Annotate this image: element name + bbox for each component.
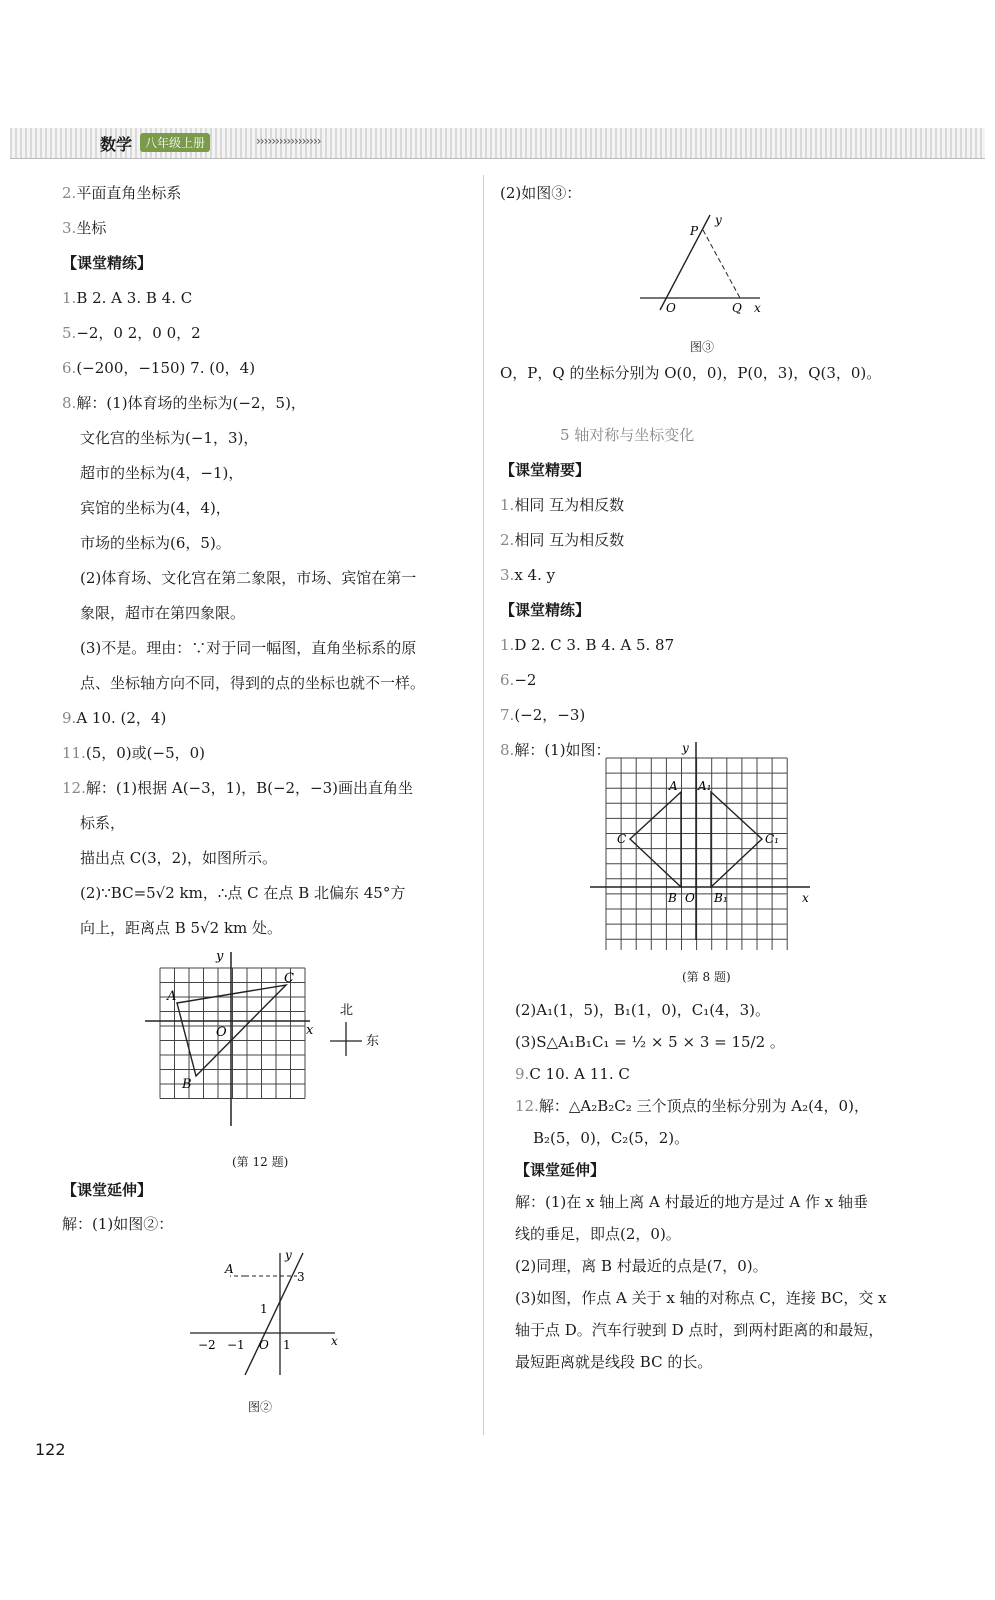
right-lower-item-number: 3. xyxy=(500,566,515,584)
fig2-label-y: y xyxy=(285,1248,292,1262)
right-after-line xyxy=(515,1320,883,1340)
fig8-label-a: A xyxy=(669,779,678,793)
left-line xyxy=(80,498,231,518)
fig2-label-3: 3 xyxy=(297,1270,305,1284)
right-after-item-text: 解：(1)在 x 轴上离 A 村最近的地方是过 A 作 x 轴垂 xyxy=(515,1193,868,1211)
compass-north: 北 xyxy=(340,1003,354,1018)
left-item-text: (2)∵BC=5√2 km，∴点 C 在点 B 北偏东 45°方 xyxy=(80,884,406,902)
fig12-label-x: x xyxy=(306,1023,314,1038)
right-after-item-text: 最短距离就是线段 BC 的长。 xyxy=(515,1353,713,1371)
fig2-label-1y: 1 xyxy=(260,1302,268,1316)
right-after-line xyxy=(515,1064,630,1084)
left-item-text: 市场的坐标为(6，5)。 xyxy=(80,534,231,552)
right-after-item-text: (2)同理，离 B 村最近的点是(7，0)。 xyxy=(515,1257,768,1275)
right-after-line xyxy=(515,1032,785,1052)
right-lower-item-text: 相同 互为相反数 xyxy=(514,496,625,514)
left-item-text: (3)不是。理由：∵对于同一幅图，直角坐标系的原 xyxy=(80,639,417,657)
left-item-number: 9. xyxy=(62,709,77,727)
fig2-label-a: A xyxy=(225,1262,234,1276)
left-item-text: 坐标 xyxy=(76,219,107,237)
right-after-line xyxy=(515,1192,868,1212)
left-line xyxy=(62,743,205,763)
right-after-line xyxy=(515,1224,681,1244)
left-item-text: 象限，超市在第四象限。 xyxy=(80,604,246,622)
right-after-item-text: C 10. A 11. C xyxy=(529,1065,630,1083)
figure-2 xyxy=(185,1245,345,1385)
right-lower-item-text: 【课堂精练】 xyxy=(500,601,591,619)
right-after-line xyxy=(515,1288,887,1308)
right-lower-item-number: 2. xyxy=(500,531,515,549)
right-after-line xyxy=(533,1128,689,1148)
left-line xyxy=(62,393,306,413)
right-lower-item-number: 8. xyxy=(500,741,515,759)
left-item-text: (2)体育场、文化宫在第二象限，市场、宾馆在第一 xyxy=(80,569,417,587)
fig3-line xyxy=(660,215,710,310)
right-after-line xyxy=(515,1096,869,1116)
right-lower-line xyxy=(500,740,611,760)
left-item-number: 2. xyxy=(62,184,77,202)
left-item-text: 描出点 C(3，2)，如图所示。 xyxy=(80,849,278,867)
right-lower-item-text: (−2，−3) xyxy=(514,706,586,724)
fig12-label-c: C xyxy=(284,971,294,986)
header-arrows: ››››››››››››››››› xyxy=(256,134,321,148)
right-after-item-text: (3)S△A₁B₁C₁ = ½ × 5 × 3 = 15/2 。 xyxy=(515,1033,785,1051)
right-item-text: (2)如图③： xyxy=(500,184,582,202)
figure-3 xyxy=(630,210,770,320)
right-lower-line xyxy=(500,635,674,655)
fig8-label-o: O xyxy=(685,891,695,905)
figure-8 xyxy=(590,740,820,950)
right-lower-item-number: 1. xyxy=(500,496,515,514)
fig8-triangle-a1b1c1 xyxy=(711,792,762,887)
left-item-number: 5. xyxy=(62,324,77,342)
right-after-item-text: 解：△A₂B₂C₂ 三个顶点的坐标分别为 A₂(4，0)， xyxy=(538,1097,869,1115)
fig12-label-b: B xyxy=(182,1077,192,1092)
left-item-number: 11. xyxy=(62,744,86,762)
right-lower-line xyxy=(500,670,536,690)
fig2-label-x: x xyxy=(331,1334,338,1348)
right-lower-line xyxy=(500,565,555,585)
left-item-number: 8. xyxy=(62,394,77,412)
left-item-text: 点、坐标轴方向不同，得到的点的坐标也就不一样。 xyxy=(80,674,426,692)
left-ext-line: 解：(1)如图②： xyxy=(62,1215,174,1233)
left-line xyxy=(80,918,282,938)
fig8-label-x: x xyxy=(802,891,809,905)
right-lower-line xyxy=(500,600,590,620)
left-line xyxy=(80,603,245,623)
right-lower-item-text: D 2. C 3. B 4. A 5. 87 xyxy=(514,636,675,654)
fig8-label-b: B xyxy=(668,891,677,905)
right-lower-line xyxy=(500,495,624,515)
fig3-label-y: y xyxy=(715,213,722,227)
right-after-item-text: 轴于点 D。汽车行驶到 D 点时，到两村距离的和最短， xyxy=(515,1321,884,1339)
header-subject: 数学 xyxy=(100,135,133,154)
page-number: 122 xyxy=(35,1440,66,1459)
right-lower-line xyxy=(500,705,585,725)
fig3-label-q: Q xyxy=(732,301,742,315)
left-line xyxy=(80,813,125,833)
left-line xyxy=(62,708,166,728)
left-item-text: 文化宫的坐标为(−1，3)， xyxy=(80,429,259,447)
right-lower-line xyxy=(500,460,590,480)
fig2-label-o: O xyxy=(259,1338,269,1352)
left-item-text: 超市的坐标为(4，−1)， xyxy=(80,464,244,482)
right-after-line xyxy=(515,1160,605,1180)
right-lower-item-text: 【课堂精要】 xyxy=(500,461,591,479)
left-item-number: 6. xyxy=(62,359,77,377)
right-after-item-text: 线的垂足，即点(2，0)。 xyxy=(515,1225,681,1243)
section-title: 5 轴对称与坐标变化 xyxy=(560,426,695,444)
compass-east: 东 xyxy=(366,1034,380,1049)
left-item-text: (−200，−150) 7. (0，4) xyxy=(76,359,256,377)
left-line xyxy=(62,183,181,203)
right-lower-item-number: 7. xyxy=(500,706,515,724)
right-lower-line xyxy=(500,530,624,550)
left-item-text: (5，0)或(−5，0) xyxy=(85,744,206,762)
right-after-item-text: B₂(5，0)，C₂(5，2)。 xyxy=(533,1129,690,1147)
left-line xyxy=(80,638,416,658)
left-line xyxy=(62,253,152,273)
left-item-number: 1. xyxy=(62,289,77,307)
right-lower-item-text: x 4. y xyxy=(514,566,556,584)
fig3-dash xyxy=(703,230,740,298)
left-item-number: 12. xyxy=(62,779,86,797)
fig3-label-p: P xyxy=(690,224,699,238)
fig8-triangle-abc xyxy=(630,792,681,887)
fig8-label-y: y xyxy=(682,741,689,755)
fig3-label-o: O xyxy=(666,301,676,315)
right-after-line xyxy=(515,1000,770,1020)
fig8-label-c: C xyxy=(617,832,627,846)
right-after-item-text: (3)如图，作点 A 关于 x 轴的对称点 C，连接 BC，交 x xyxy=(515,1289,887,1307)
figure-12 xyxy=(140,948,400,1138)
left-line xyxy=(62,358,255,378)
left-item-text: 解：(1)根据 A(−3，1)，B(−2，−3)画出直角坐 xyxy=(85,779,414,797)
left-item-text: 向上，距离点 B 5√2 km 处。 xyxy=(80,919,283,937)
fig12-label-o: O xyxy=(216,1025,227,1040)
left-line xyxy=(80,848,277,868)
right-after-item-text: (2)A₁(1，5)，B₁(1，0)，C₁(4，3)。 xyxy=(515,1001,770,1019)
left-ext-heading: 【课堂延伸】 xyxy=(62,1181,153,1199)
right-lower-item-text: −2 xyxy=(514,671,537,689)
right-after-item-text: 【课堂延伸】 xyxy=(515,1161,606,1179)
left-item-text: B 2. A 3. B 4. C xyxy=(76,289,193,307)
right-after-item-number: 12. xyxy=(515,1097,539,1115)
left-line xyxy=(62,288,192,308)
left-item-text: −2，0 2，0 0，2 xyxy=(76,324,201,342)
fig2-line xyxy=(245,1253,303,1375)
fig2-caption: 图② xyxy=(248,1400,273,1414)
left-line xyxy=(62,778,413,798)
left-line xyxy=(62,218,106,238)
left-line xyxy=(80,463,243,483)
column-divider xyxy=(483,175,484,1435)
fig2-label-m1: −1 xyxy=(227,1338,245,1352)
left-item-text: 平面直角坐标系 xyxy=(76,184,182,202)
fig8-caption: (第 8 题) xyxy=(682,970,731,984)
left-line xyxy=(62,323,201,343)
fig8-label-c1: C₁ xyxy=(765,832,779,846)
left-item-text: 标系， xyxy=(80,814,126,832)
right-lower-item-text: 解：(1)如图： xyxy=(514,741,611,759)
fig8-label-b1: B₁ xyxy=(714,891,728,905)
left-line xyxy=(80,673,425,693)
right-lower-item-number: 1. xyxy=(500,636,515,654)
right-mid-item-text: O，P，Q 的坐标分别为 O(0，0)，P(0，3)，Q(3，0)。 xyxy=(500,364,882,382)
fig8-label-a1: A₁ xyxy=(698,779,712,793)
left-item-text: 宾馆的坐标为(4，4)， xyxy=(80,499,231,517)
right-lower-item-text: 相同 互为相反数 xyxy=(514,531,625,549)
right-after-item-number: 9. xyxy=(515,1065,530,1083)
fig3-caption: 图③ xyxy=(690,340,715,354)
left-line xyxy=(80,533,231,553)
left-item-text: 解：(1)体育场的坐标为(−2，5)， xyxy=(76,394,306,412)
fig3-label-x: x xyxy=(754,301,761,315)
left-item-number: 3. xyxy=(62,219,77,237)
fig2-label-1: 1 xyxy=(283,1338,291,1352)
left-line xyxy=(80,883,405,903)
left-line xyxy=(80,428,258,448)
fig12-caption: (第 12 题) xyxy=(232,1155,289,1169)
fig12-label-y: y xyxy=(216,949,224,964)
right-after-line xyxy=(515,1352,712,1372)
header-grade-tag: 八年级上册 xyxy=(140,133,210,152)
fig12-label-a: A xyxy=(167,989,177,1004)
right-lower-item-number: 6. xyxy=(500,671,515,689)
right-after-line xyxy=(515,1256,768,1276)
right-line xyxy=(500,183,581,203)
left-item-text: A 10. (2，4) xyxy=(76,709,167,727)
left-line xyxy=(80,568,416,588)
left-item-text: 【课堂精练】 xyxy=(62,254,153,272)
fig2-label-m2: −2 xyxy=(198,1338,216,1352)
right-mid-line xyxy=(500,363,881,383)
